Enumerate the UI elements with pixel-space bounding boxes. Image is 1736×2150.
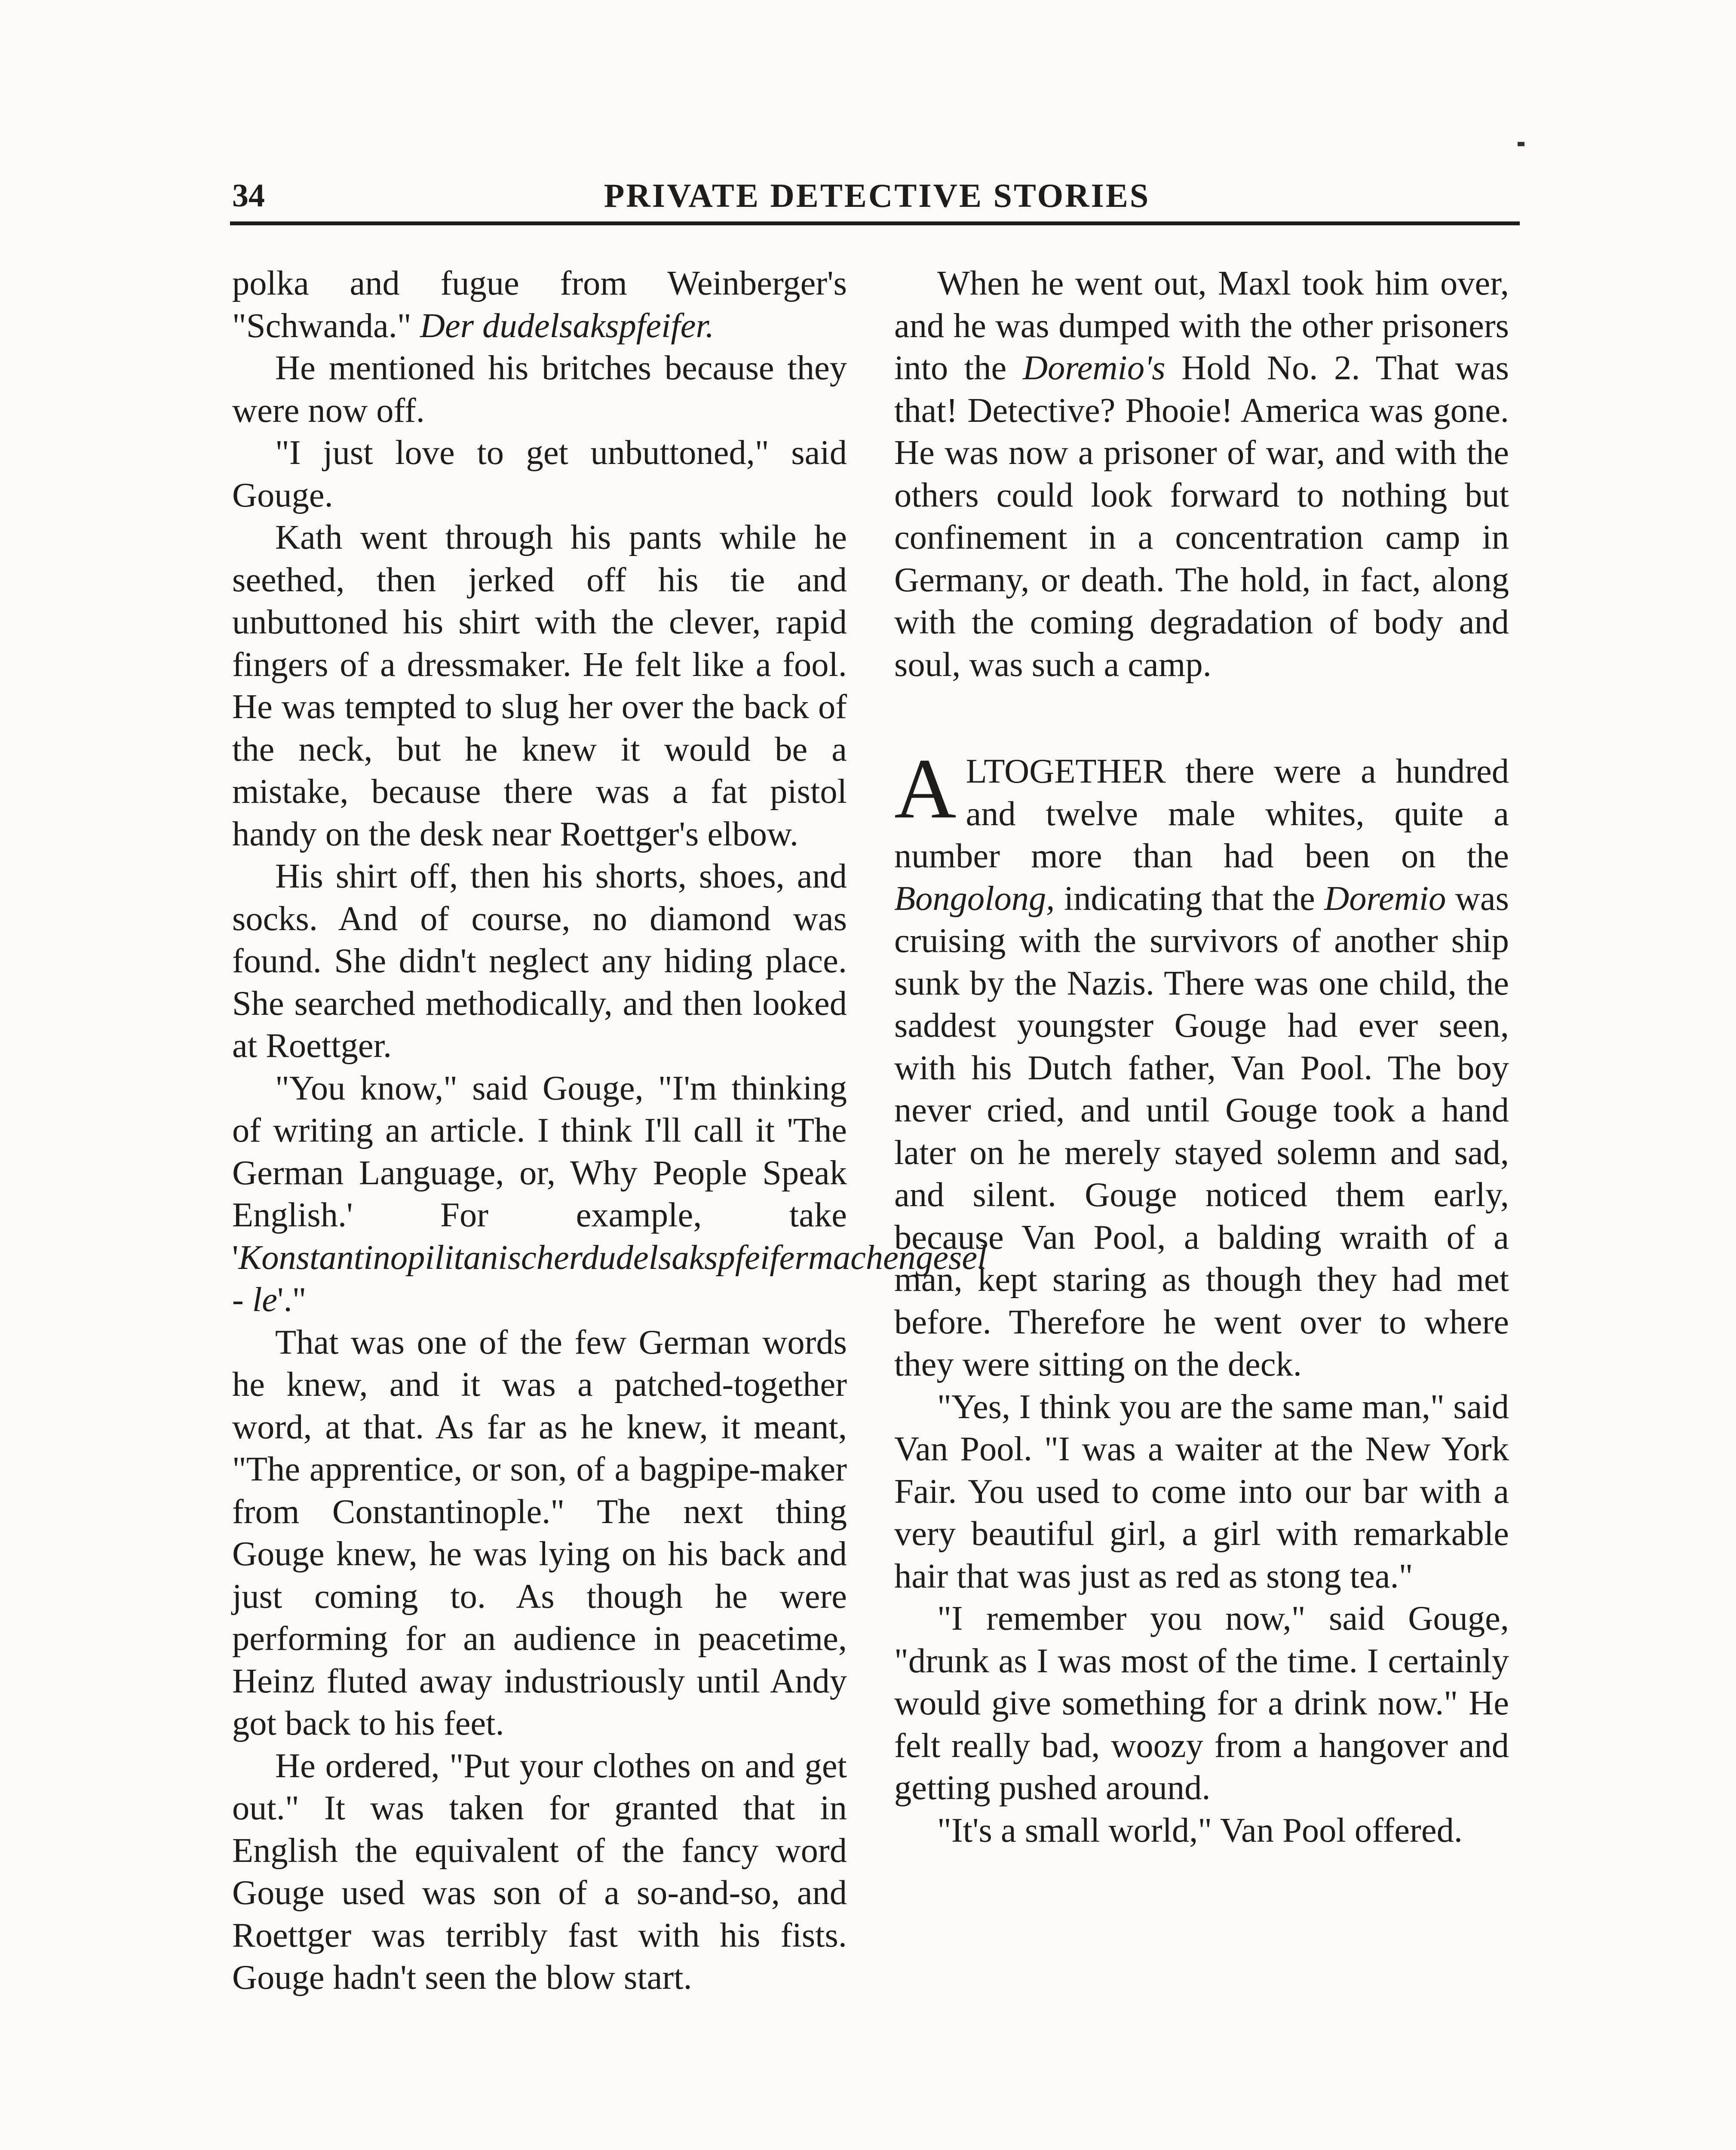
text-span: Hold No. 2. That was that! Detective? Phooie! America was gone. He was now a prisoner of war, and with the others could look forward to nothing but confinement in a concentration camp in Germany, or death. The hold, in fact, along with the coming degradation of body and soul, was such a camp.: [894, 349, 1509, 684]
paragraph: "I remember you now," said Gouge, "drunk as I was most of the time. I certainly would give something for a drink now." He felt really bad, woozy from a hangover and getting pushed around.: [894, 1599, 1509, 1807]
paragraph: [232, 262, 847, 347]
text-span: was cruising with the survivors of another ship sunk by the Nazis. There was one child, the saddest youngster Gouge had ever seen, with his Dutch father, Van Pool. The boy never cried, and until Gouge took a hand later on he merely stayed solemn and sad, and silent. Gouge noticed them early, because Van Pool, a balding wraith of a man, kept staring as though they had met before. Therefore he went over to where they were sitting on the deck.: [894, 879, 1509, 1383]
header-rule: [230, 221, 1520, 225]
text-span: LTOGETHER there were a hundred and twelve male whites, quite a number more than had been on the: [894, 752, 1509, 875]
paragraph: Kath went through his pants while he seethed, then jerked off his tie and unbuttoned his shirt with the clever, rapid fingers of a dressmaker. He felt like a fool. He was tempted to slug her over the back of the neck, but he knew it would be a mistake, because there was a fat pistol handy on the desk near Roettger's elbow.: [232, 518, 847, 853]
drop-cap: A: [894, 741, 957, 836]
italic-text: Konstantinopilitanischerdudelsakspfeifermachengesel - le: [232, 1238, 987, 1319]
paragraph: His shirt off, then his shorts, shoes, and socks. And of course, no diamond was found. She didn't neglect any hiding place. She searched methodically, and then looked at Roettger.: [232, 857, 847, 1065]
italic-text: Bongolong,: [894, 879, 1055, 918]
right-column: [894, 262, 1509, 1852]
page-header: [232, 170, 1522, 221]
paragraph: "Yes, I think you are the same man," said Van Pool. "I was a waiter at the New York Fair. You used to come into our bar with a very beautiful girl, a girl with remarkable hair that was just as red as stong tea.": [894, 1387, 1509, 1595]
paragraph: He mentioned his britches because they were now off.: [232, 349, 847, 430]
paragraph: That was one of the few German words he knew, and it was a patched-together word, at that. As far as he knew, it meant, "The apprentice, or son, of a bagpipe-maker from Constantinople." The next thing Gouge knew, he was lying on his back and just coming to. As though he were performing for an audience in peacetime, Heinz fluted away industriously until Andy got back to his feet.: [232, 1323, 847, 1742]
text-span: "You know," said Gouge, "I'm thinking of writing an article. I think I'll call it 'The German Language, or, Why People Speak English.' For example, take ': [232, 1069, 847, 1277]
page-number: 34: [232, 178, 265, 214]
paragraph: He ordered, "Put your clothes on and get out." It was taken for granted that in English the equivalent of the fancy word Gouge used was son of a so-and-so, and Roettger was terribly fast with his fists. Gouge hadn't seen the blow start.: [232, 1746, 847, 1996]
paragraph: "It's a small world," Van Pool offered.: [937, 1811, 1463, 1849]
text-span: '.": [277, 1281, 307, 1319]
print-mark: [1518, 142, 1524, 146]
paragraph: [232, 1067, 987, 1321]
paragraph: [894, 741, 1509, 1386]
text-span: polka and fugue from Weinberger's "Schwanda.": [232, 264, 847, 345]
text-span: indicating that the: [1055, 879, 1325, 918]
italic-text: Doremio: [1324, 879, 1446, 918]
running-title: PRIVATE DETECTIVE STORIES: [604, 177, 1150, 214]
paragraph: "I just love to get unbuttoned," said Gouge.: [232, 433, 847, 514]
italic-text: Der dudelsakspfeifer.: [420, 306, 714, 345]
italic-text: Doremio's: [1022, 349, 1166, 387]
paragraph: [894, 262, 1509, 686]
text-span: When he went out, Maxl took him over, and he was dumped with the other prisoners into the: [894, 264, 1509, 387]
